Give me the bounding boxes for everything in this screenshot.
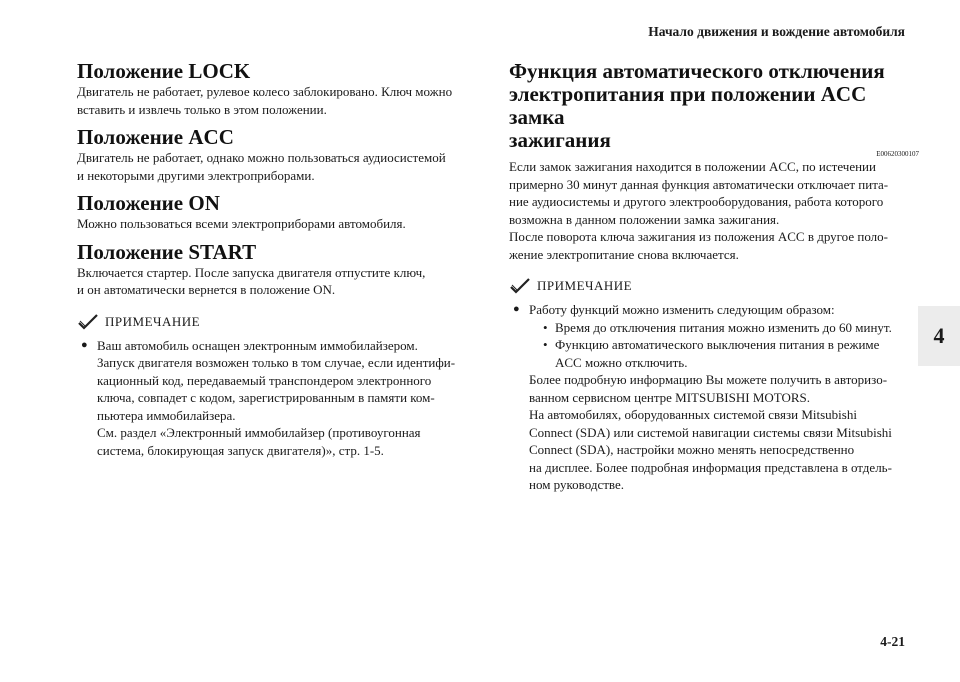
note-label: ПРИМЕЧАНИЕ xyxy=(105,313,201,329)
note-header xyxy=(509,277,919,295)
sub-list-item xyxy=(543,336,919,371)
pencil-check-icon xyxy=(77,313,99,331)
note-text-line: Connect (SDA) или системой навигации системы связи Mitsubishi xyxy=(529,424,892,440)
note-text-line: Ваш автомобиль оснащен электронным иммобилайзером. xyxy=(97,337,418,353)
chapter-number: 4 xyxy=(933,323,945,348)
note-text-line: ном руководстве. xyxy=(529,477,624,492)
note-text-line: Функцию автоматического выключения питания в режиме xyxy=(555,337,880,352)
page-number: 4-21 xyxy=(880,634,905,649)
section-text-line: Двигатель не работает, однако можно пользоваться аудиосистемой xyxy=(77,150,446,165)
sub-bullet-icon: • xyxy=(543,319,548,335)
note-text-line: ACC можно отключить. xyxy=(555,354,688,370)
note-text-line: Более подробную информацию Вы можете получить в авторизо- xyxy=(529,372,888,387)
note-item xyxy=(77,337,477,460)
note-header xyxy=(77,313,477,331)
section-text-line: возможна в данном положении замка зажигания. xyxy=(509,211,780,227)
section-text-line: и он автоматически вернется в положение ON. xyxy=(77,282,336,297)
right-column xyxy=(509,60,919,494)
note-text-line: кационный код, передаваемый транспондером электронного xyxy=(97,372,432,388)
section-heading-lock: Положение LOCK xyxy=(77,59,251,83)
section-heading-start: Положение START xyxy=(77,239,257,264)
section-text-line: вставить и извлечь только в этом положении. xyxy=(77,101,327,117)
section-heading-acc-auto-off: зажигания xyxy=(509,128,611,152)
note-text-line: На автомобилях, оборудованных системой связи Mitsubishi xyxy=(529,407,857,422)
pencil-check-icon xyxy=(509,277,531,295)
section-heading-acc: Положение ACC xyxy=(77,125,234,149)
section-text-line: Включается стартер. После запуска двигателя отпустите ключ, xyxy=(77,264,426,280)
note-text-line: Connect (SDA), настройки можно менять непосредственно xyxy=(529,442,855,457)
section-heading-acc-auto-off: Функция автоматического отключения xyxy=(509,59,885,83)
note-text-line: Время до отключения питания можно изменить до 60 минут. xyxy=(555,319,892,335)
note-text-line: система, блокирующая запуск двигателя)», стр. 1-5. xyxy=(97,442,384,458)
note-label: ПРИМЕЧАНИЕ xyxy=(537,278,633,293)
left-column xyxy=(77,60,477,459)
sub-bullet-icon: • xyxy=(543,337,548,352)
chapter-tab xyxy=(918,306,960,366)
note-text-line: Запуск двигателя возможен только в том случае, если идентифи- xyxy=(97,355,456,370)
section-text-line: Двигатель не работает, рулевое колесо заблокировано. Ключ можно xyxy=(77,84,453,99)
section-text-line: жение электропитание снова включается. xyxy=(509,246,739,262)
note-item xyxy=(509,301,919,494)
bullet-icon: ● xyxy=(513,303,520,315)
section-text-line: Если замок зажигания находится в положении ACC, по истечении xyxy=(509,159,876,174)
note-text-line: на дисплее. Более подробная информация представлена в отдель- xyxy=(529,459,892,475)
note-text-line: Работу функций можно изменить следующим образом: xyxy=(529,302,835,317)
note-text-line: ванном сервисном центре MITSUBISHI MOTORS. xyxy=(529,389,811,405)
note-text-line: ключа, совпадет с кодом, зарегистрированным в памяти ком- xyxy=(97,390,435,405)
section-text-line: После поворота ключа зажигания из положения ACC в другое поло- xyxy=(509,229,888,244)
section-heading-acc-auto-off: электропитания при положении ACC замка xyxy=(509,82,867,129)
section-text-line: Можно пользоваться всеми электроприборами автомобиля. xyxy=(77,216,406,231)
section-heading-on: Положение ON xyxy=(77,191,220,215)
page-header-title: Начало движения и вождение автомобиля xyxy=(648,24,905,39)
section-text-line: примерно 30 минут данная функция автоматически отключает пита- xyxy=(509,176,889,192)
sub-list-item xyxy=(543,319,919,337)
section-text-line: и некоторыми другими электроприборами. xyxy=(77,167,315,183)
document-code: E00620300107 xyxy=(876,150,919,158)
section-text-line: ние аудиосистемы и другого электрооборудования, работа которого xyxy=(509,194,884,209)
note-text-line: пьютера иммобилайзера. xyxy=(97,407,236,423)
note-text-line: См. раздел «Электронный иммобилайзер (противоугонная xyxy=(97,425,421,440)
bullet-icon: ● xyxy=(81,338,88,351)
